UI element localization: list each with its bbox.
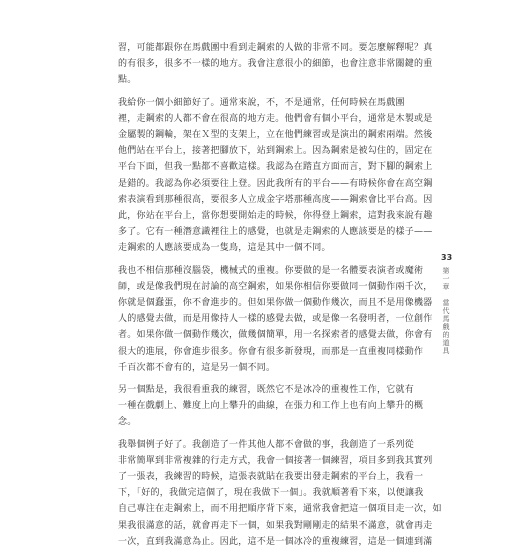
text-line: 下，「好的，我做完這個了，現在我做下一個」。我就順著看下來，以便讓我 (118, 488, 424, 499)
paragraph (118, 263, 433, 376)
text-line: 此，你站在平台上，當你想要開始走的時候，你得登上鋼索，這對我來說有趣 (118, 211, 433, 222)
text-line: 我給你一個小細節好了。通常來說，不，不是通常，任何時候在馬戲團 (118, 97, 405, 108)
text-line: 是錯的。我認為你必須要往上登。因此我所有的平台——有時候你會在高空鋼 (118, 178, 433, 189)
text-line: 了一張表，我練習的時候，這張表就貼在我要出發走鋼索的平台上，我看一 (118, 472, 424, 483)
text-line: 人的感覺去做，而是用像持人一樣的感覺去做，或是像一名發明者，一位創作 (118, 314, 433, 325)
text-line: 千百次都不會有的，這是另一個不同。 (118, 362, 276, 373)
text-line: 非常簡單到非常複雜的行走方式，我會一個接著一個練習，項目多到我其實列 (118, 455, 433, 466)
text-line: 很大的進展，你會進步很多。你會有很多新發現，而那是一直重複同樣動作 (118, 346, 424, 357)
text-line: 果我很滿意的話，就會再走下一個，如果我對剛剛走的結果不滿意，就會再走 (118, 520, 433, 531)
text-line: 多了。它有一種潛意識裡往上的感覺，也就是走鋼索的人應該要是的樣子—— (118, 227, 433, 238)
chapter-label: 第一章 當代馬戲的道具 (442, 267, 450, 355)
text-line: 我也不相信那種沒腦袋，機械式的重複。你要做的是一名體要表演者或魔術 (118, 265, 424, 276)
text-line: 一次，直到我滿意為止。因此，這不是一個冰冷的重複練習，這是一個連到滿 (118, 536, 433, 547)
text-line: 點。 (118, 75, 137, 86)
body-text (118, 40, 442, 550)
paragraph (118, 40, 433, 89)
page-number: 33 (441, 253, 453, 262)
text-line: 念。 (118, 417, 137, 428)
text-line: 一種在戲劇上、難度上向上攀升的曲線，在張力和工作上也有向上攀升的概 (118, 401, 424, 412)
text-line: 自己專注在走鋼索上，而不用把順序背下來，通常我會把這一個項目走一次，如 (118, 504, 442, 515)
paragraph (118, 437, 442, 550)
text-line: 平台下面，但我一點都不喜歡這樣。我認為在踏直方面而言，對下腳的鋼索上 (118, 162, 433, 173)
text-line: 習，可能都跟你在馬戲團中看到走鋼索的人做的非常不同。要怎麼解釋呢？真 (118, 43, 433, 53)
text-line: 索表演看到那種很高，要很多人立成金字塔那種高度——鋼索會比平台高。因 (118, 194, 433, 205)
text-line: 師，或是像我們現在討論的高空鋼索，如果你相信你要做同一個動作兩千次， (118, 281, 433, 292)
text-line: 者。如果你做一個動作幾次，做幾個簡單，用一名探索者的感覺去做，你會有 (118, 330, 433, 341)
text-line: 裡，走鋼索的人都不會在很高的地方走。他們會有個小平台，通常是木製或是 (118, 113, 433, 124)
text-line: 另一個點是，我很看重我的練習，既然它不是冰冷的重複性工作，它就有 (118, 385, 415, 396)
text-line: 他們站在平台上，接著把腳放下，站到鋼索上。因為鋼索是被勾住的，固定在 (118, 146, 433, 157)
text-line: 的有很多，很多不一樣的地方。我會注意很小的細節，也會注意非常關鍵的重 (118, 59, 433, 70)
text-line: 走鋼索的人應該要成為一隻鳥，這是其中一個不同。 (118, 243, 331, 254)
paragraph (118, 95, 433, 257)
text-line: 你就是個蠢蛋，你不會進步的。但如果你做一個動作幾次，而且不是用像機器 (118, 298, 433, 309)
text-line: 我舉個例子好了。我創造了一件其他人都不會做的事，我創造了一系列從 (118, 439, 415, 450)
paragraph (118, 382, 424, 431)
text-line: 金屬製的鋼輪，架在Ｘ型的支架上，立在他們練習或是演出的鋼索兩端。然後 (118, 130, 433, 141)
